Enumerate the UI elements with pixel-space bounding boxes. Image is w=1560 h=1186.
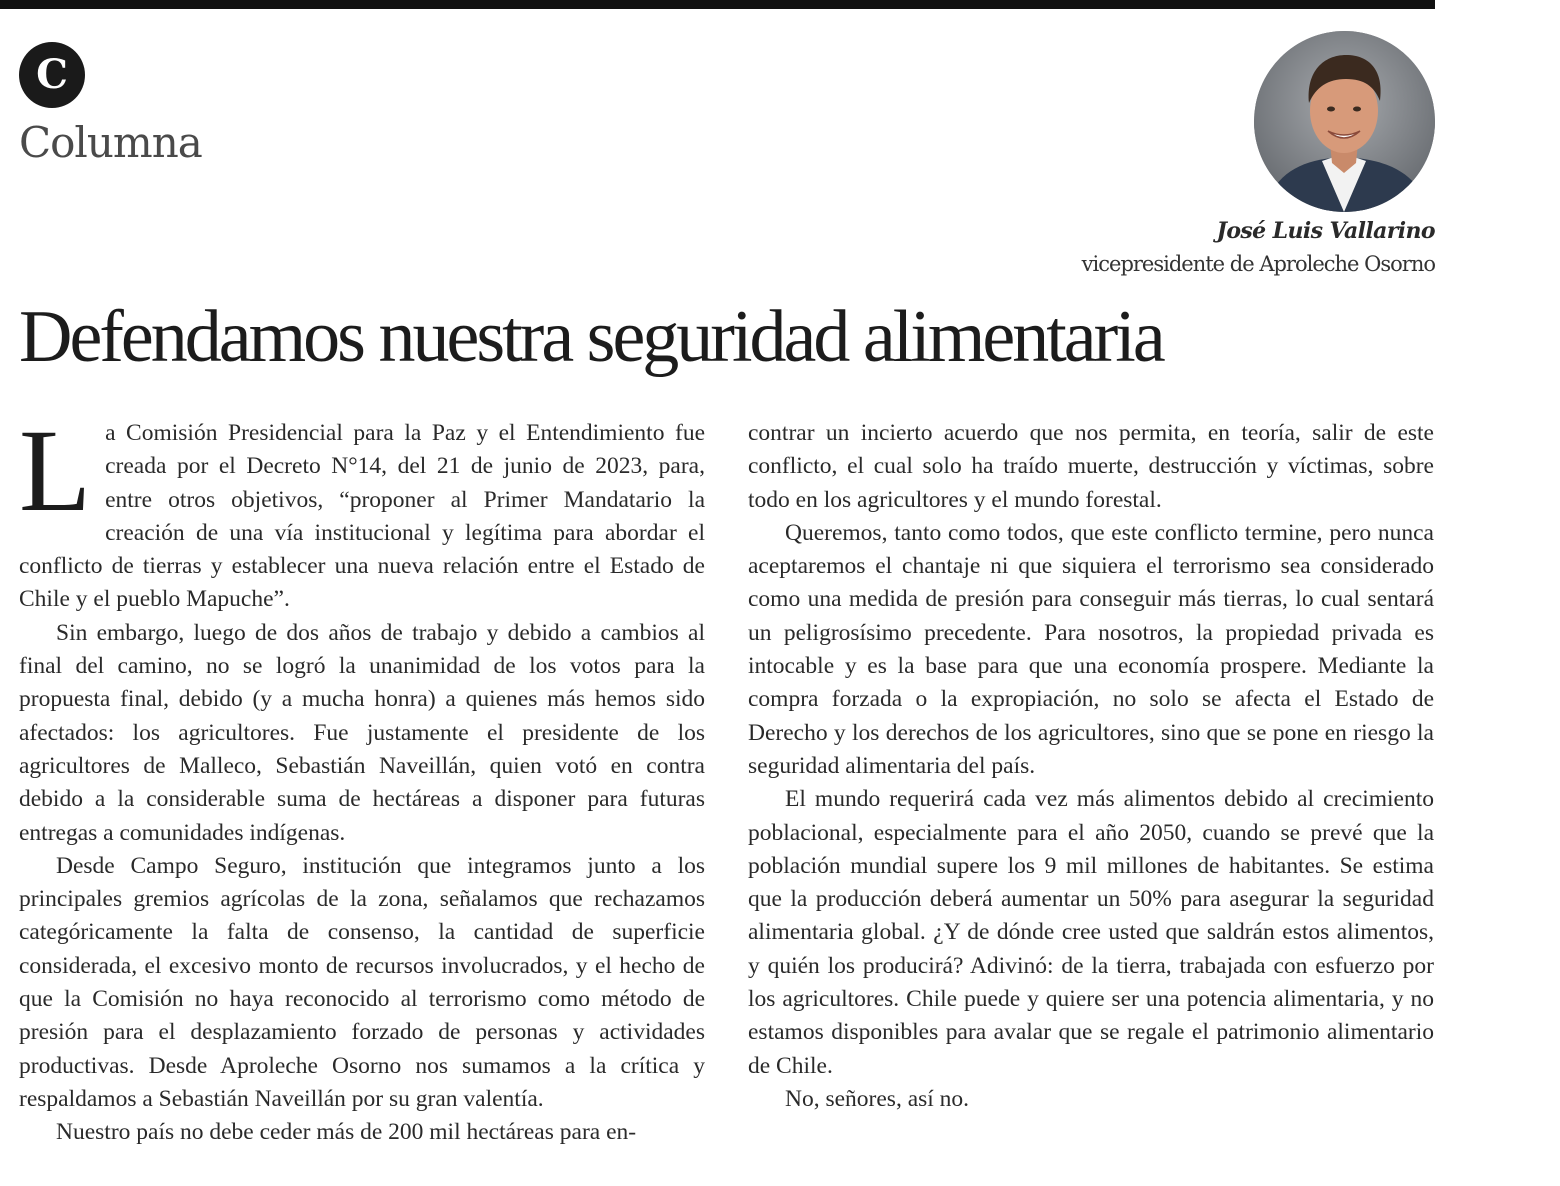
article-paragraph: Queremos, tanto como todos, que este conflicto termine, pero nunca aceptaremos el chantaje ni que siquiera el terrorismo sea considerado como una medida de presión para conseguir más tierras, lo cual sentará un peligrosísimo precedente. Para nosotros, la propiedad privada es intocable y es la base para que una economía prospere. Mediante la compra forzada o la expropiación, no solo se afecta el Estado de Derecho y los derechos de los agricultores, sino que se pone en riesgo la seguridad alimentaria del país. <box>748 519 1434 779</box>
section-label: Columna <box>19 118 202 167</box>
author-portrait-icon <box>1254 31 1435 212</box>
article-column-right <box>748 417 1434 1116</box>
article-paragraph: Nuestro país no debe ceder más de 200 mil hectáreas para en- <box>56 1119 637 1146</box>
article-paragraph: Desde Campo Seguro, institución que integramos junto a los principales gremios agrícolas de la zona, señalamos que rechazamos categóricamente la falta de consenso, la cantidad de superficie considerada, el excesivo monto de recursos involucrados, y el hecho de que la Comisión no haya reconocido al terrorismo como método de presión para el desplazamiento forzado de personas y actividades productivas. Desde Aproleche Osorno nos sumamos a la crítica y respaldamos a Sebastián Naveillán por su gran valentía. <box>19 852 705 1112</box>
article-paragraph: No, señores, así no. <box>785 1085 970 1112</box>
section-badge: C <box>19 42 85 108</box>
article-paragraph: Sin embargo, luego de dos años de trabajo y debido a cambios al final del camino, no se logró la unanimidad de los votos para la propuesta final, debido (y a mucha honra) a quienes más hemos sido afectados: los agricultores. Fue justamente el presidente de los agricultores de Malleco, Sebastián Naveillán, quien votó en contra debido a la considerable suma de hectáreas a disponer para futuras entregas a comunidades indígenas. <box>19 619 705 846</box>
article-paragraph: a Comisión Presidencial para la Paz y el Entendimiento fue creada por el Decreto N°14, del 21 de junio de 2023, para, entre otros objetivos, “proponer al Primer Mandatario la creación de una vía institucional y legítima para abordar el conflicto de tierras y establecer una nueva relación entre el Estado de Chile y el pueblo Mapuche”. <box>19 420 705 613</box>
dropcap: L <box>19 405 92 536</box>
author-role: vicepresidente de Aproleche Osorno <box>1081 252 1435 276</box>
article-paragraph: El mundo requerirá cada vez más alimentos debido al crecimiento poblacional, especialmente para el año 2050, cuando se prevé que la población mundial supere los 9 mil millones de habitantes. Se estima que la producción deberá aumentar un 50% para asegurar la seguridad alimentaria global. ¿Y de dónde cree usted que saldrán estos alimentos, y quién los producirá? Adivinó: de la tierra, trabajada con esfuerzo por los agricultores. Chile puede y quiere ser una potencia alimentaria, y no estamos disponibles para avalar que se regale el patrimonio alimentario de Chile. <box>748 786 1434 1079</box>
article-column-left <box>19 405 705 1150</box>
author-portrait-svg <box>1254 31 1435 212</box>
headline: Defendamos nuestra seguridad alimentaria <box>19 296 1163 378</box>
author-name: José Luis Vallarino <box>1216 218 1435 244</box>
top-rule <box>0 0 1435 9</box>
article-paragraph: contrar un incierto acuerdo que nos permita, en teoría, salir de este conflicto, el cual solo ha traído muerte, destrucción y víctimas, sobre todo en los agricultores y el mundo forestal. <box>748 420 1434 513</box>
